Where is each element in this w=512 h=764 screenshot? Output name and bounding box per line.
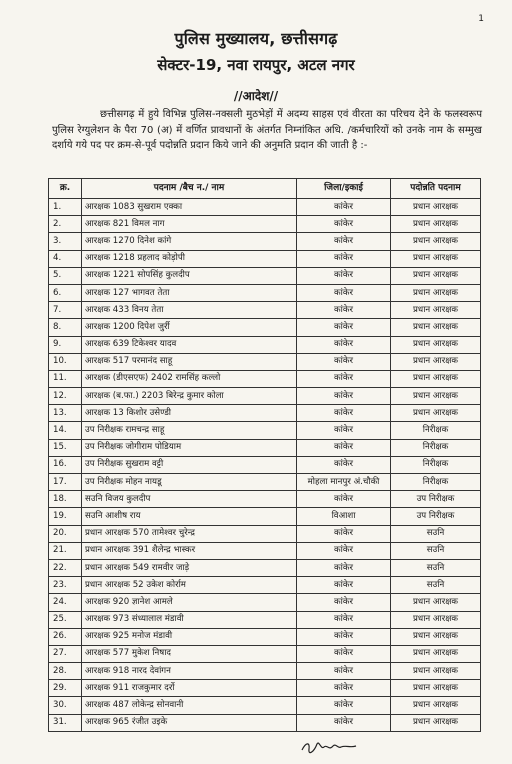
row-district: कांकेर xyxy=(297,439,391,456)
row-serial: 3. xyxy=(49,233,82,250)
row-district: कांकेर xyxy=(297,680,391,697)
row-serial: 30. xyxy=(49,697,82,714)
row-name: आरक्षक (ब.फा.) 2203 बिरेन्द्र कुमार कोला xyxy=(82,388,297,405)
table-row xyxy=(49,697,481,714)
row-promoted-rank: प्रधान आरक्षक xyxy=(391,233,481,250)
row-promoted-rank: प्रधान आरक्षक xyxy=(391,370,481,387)
row-district: कांकेर xyxy=(297,388,391,405)
table-row xyxy=(49,250,481,267)
row-district: कांकेर xyxy=(297,405,391,422)
table-row xyxy=(49,577,481,594)
row-name: उप निरीक्षक मोहन नायडू xyxy=(82,474,297,491)
row-name: आरक्षक 13 किशोर उसेण्डी xyxy=(82,405,297,422)
col-header-district: जिला/इकाई xyxy=(297,179,391,199)
table-row xyxy=(49,216,481,233)
row-name: आरक्षक 1218 प्रहलाद कोड़ोपी xyxy=(82,250,297,267)
row-district: कांकेर xyxy=(297,714,391,731)
row-name: आरक्षक 577 मुकेश निषाद xyxy=(82,645,297,662)
row-name: आरक्षक 639 टिकेश्वर यादव xyxy=(82,336,297,353)
row-district: कांकेर xyxy=(297,645,391,662)
table-row xyxy=(49,611,481,628)
row-district: कांकेर xyxy=(297,628,391,645)
row-serial: 28. xyxy=(49,663,82,680)
row-district: कांकेर xyxy=(297,233,391,250)
row-serial: 29. xyxy=(49,680,82,697)
table-row xyxy=(49,405,481,422)
row-serial: 5. xyxy=(49,267,82,284)
table-row xyxy=(49,353,481,370)
row-name: आरक्षक 517 परमानंद साहू xyxy=(82,353,297,370)
row-promoted-rank: सउनि xyxy=(391,542,481,559)
row-name: आरक्षक 920 ज्ञानेश आमले xyxy=(82,594,297,611)
row-promoted-rank: प्रधान आरक्षक xyxy=(391,353,481,370)
row-district: कांकेर xyxy=(297,577,391,594)
table-row xyxy=(49,439,481,456)
promotion-table xyxy=(48,178,481,732)
table-row xyxy=(49,474,481,491)
row-serial: 16. xyxy=(49,456,82,473)
table-row xyxy=(49,302,481,319)
row-promoted-rank: प्रधान आरक्षक xyxy=(391,628,481,645)
order-title: //आदेश// xyxy=(233,89,279,103)
table-row xyxy=(49,199,481,216)
office-name: पुलिस मुख्यालय, छत्तीसगढ़ xyxy=(174,29,338,48)
row-promoted-rank: प्रधान आरक्षक xyxy=(391,319,481,336)
row-serial: 22. xyxy=(49,559,82,576)
row-district: कांकेर xyxy=(297,267,391,284)
row-district: कांकेर xyxy=(297,697,391,714)
row-name: आरक्षक 821 विमल नाग xyxy=(82,216,297,233)
table-row xyxy=(49,525,481,542)
table-row xyxy=(49,233,481,250)
row-name: प्रधान आरक्षक 570 तामेश्वर चुरेन्द्र xyxy=(82,525,297,542)
row-name: आरक्षक 1270 दिनेश कांगे xyxy=(82,233,297,250)
row-district: कांकेर xyxy=(297,542,391,559)
row-serial: 18. xyxy=(49,491,82,508)
row-promoted-rank: प्रधान आरक्षक xyxy=(391,336,481,353)
row-name: आरक्षक 925 मनोज मंडावी xyxy=(82,628,297,645)
row-serial: 21. xyxy=(49,542,82,559)
row-district: कांकेर xyxy=(297,284,391,301)
row-name: आरक्षक 1083 सुखराम एक्का xyxy=(82,199,297,216)
row-district: कांकेर xyxy=(297,302,391,319)
row-promoted-rank: प्रधान आरक्षक xyxy=(391,267,481,284)
row-district: कांकेर xyxy=(297,370,391,387)
row-name: आरक्षक 918 नारद देवांगन xyxy=(82,663,297,680)
row-promoted-rank: निरीक्षक xyxy=(391,439,481,456)
table-row xyxy=(49,594,481,611)
row-name: उप निरीक्षक सुखराम वट्टी xyxy=(82,456,297,473)
table-row xyxy=(49,508,481,525)
row-promoted-rank: प्रधान आरक्षक xyxy=(391,680,481,697)
row-serial: 9. xyxy=(49,336,82,353)
row-district: कांकेर xyxy=(297,250,391,267)
row-serial: 24. xyxy=(49,594,82,611)
row-name: प्रधान आरक्षक 52 उकेश कोर्राम xyxy=(82,577,297,594)
table-row xyxy=(49,319,481,336)
table-row xyxy=(49,714,481,731)
row-serial: 7. xyxy=(49,302,82,319)
row-name: आरक्षक 1200 दिपेश जुर्री xyxy=(82,319,297,336)
row-promoted-rank: उप निरीक्षक xyxy=(391,491,481,508)
row-serial: 11. xyxy=(49,370,82,387)
row-promoted-rank: प्रधान आरक्षक xyxy=(391,250,481,267)
row-name: प्रधान आरक्षक 549 रामवीर जाड़े xyxy=(82,559,297,576)
row-promoted-rank: प्रधान आरक्षक xyxy=(391,714,481,731)
row-promoted-rank: प्रधान आरक्षक xyxy=(391,216,481,233)
table-row xyxy=(49,491,481,508)
row-district: कांकेर xyxy=(297,456,391,473)
row-name: आरक्षक 1221 सोपसिंह कुलदीप xyxy=(82,267,297,284)
col-header-name: पदनाम /बैच न./ नाम xyxy=(82,179,297,199)
row-name: आरक्षक (डीएसएफ) 2402 रामसिंह कल्लो xyxy=(82,370,297,387)
row-name: आरक्षक 127 भागवत तेता xyxy=(82,284,297,301)
row-promoted-rank: प्रधान आरक्षक xyxy=(391,594,481,611)
col-header-serial: क्र. xyxy=(49,179,82,199)
table-row xyxy=(49,388,481,405)
row-serial: 4. xyxy=(49,250,82,267)
table-row xyxy=(49,336,481,353)
row-promoted-rank: प्रधान आरक्षक xyxy=(391,645,481,662)
row-district: विआशा xyxy=(297,508,391,525)
order-body-text: छत्तीसगढ़ में हुये विभिन्न पुलिस-नक्सली मुठभेड़ों में अदम्य साहस एवं वीरता का परिचय देने के फलस्वरूप पुलिस रेग्युलेशन के पैरा 70 (अ) में वर्णित प्रावधानों के अंतर्गत निम्नांकित अधि. /कर्मचारियों को उनके नाम के सम्मुख दर्शाये गये पद पर क्रम-से-पूर्व पदोन्नति प्रदान किये जाने की अनुमति प्रदान की जाती है :- xyxy=(52,109,482,151)
table-row xyxy=(49,559,481,576)
row-name: आरक्षक 487 लोकेन्द्र सोनवानी xyxy=(82,697,297,714)
row-promoted-rank: प्रधान आरक्षक xyxy=(391,611,481,628)
row-district: कांकेर xyxy=(297,663,391,680)
table-row xyxy=(49,628,481,645)
row-name: आरक्षक 973 संध्यालाल मंडावी xyxy=(82,611,297,628)
row-serial: 17. xyxy=(49,474,82,491)
table-row xyxy=(49,284,481,301)
row-promoted-rank: प्रधान आरक्षक xyxy=(391,697,481,714)
row-name: उप निरीक्षक जोगीराम पोडियाम xyxy=(82,439,297,456)
row-serial: 2. xyxy=(49,216,82,233)
row-district: कांकेर xyxy=(297,525,391,542)
row-name: आरक्षक 433 विनय तेता xyxy=(82,302,297,319)
page-number: 1 xyxy=(478,14,484,24)
row-district: कांकेर xyxy=(297,491,391,508)
row-promoted-rank: सउनि xyxy=(391,577,481,594)
row-serial: 6. xyxy=(49,284,82,301)
row-serial: 1. xyxy=(49,199,82,216)
row-name: उप निरीक्षक रामचन्द्र साहू xyxy=(82,422,297,439)
row-serial: 27. xyxy=(49,645,82,662)
row-serial: 31. xyxy=(49,714,82,731)
row-district: मोहला मानपुर अं.चौकी xyxy=(297,474,391,491)
table-row xyxy=(49,542,481,559)
row-promoted-rank: सउनि xyxy=(391,525,481,542)
row-promoted-rank: प्रधान आरक्षक xyxy=(391,388,481,405)
row-promoted-rank: सउनि xyxy=(391,559,481,576)
row-name: प्रधान आरक्षक 391 शैलेन्द्र भास्कर xyxy=(82,542,297,559)
row-district: कांकेर xyxy=(297,559,391,576)
row-district: कांकेर xyxy=(297,353,391,370)
row-serial: 19. xyxy=(49,508,82,525)
row-serial: 13. xyxy=(49,405,82,422)
row-serial: 15. xyxy=(49,439,82,456)
table-row xyxy=(49,680,481,697)
table-row xyxy=(49,422,481,439)
table-row xyxy=(49,456,481,473)
row-name: आरक्षक 911 राजकुमार दर्रो xyxy=(82,680,297,697)
row-promoted-rank: उप निरीक्षक xyxy=(391,508,481,525)
row-district: कांकेर xyxy=(297,611,391,628)
table-row xyxy=(49,370,481,387)
office-address: सेक्टर-19, नवा रायपुर, अटल नगर xyxy=(157,56,355,74)
row-serial: 20. xyxy=(49,525,82,542)
row-serial: 23. xyxy=(49,577,82,594)
row-serial: 12. xyxy=(49,388,82,405)
row-district: कांकेर xyxy=(297,319,391,336)
col-header-promoted-rank: पदोन्नति पदनाम xyxy=(391,179,481,199)
row-promoted-rank: प्रधान आरक्षक xyxy=(391,302,481,319)
row-name: सउनि विजय कुलदीप xyxy=(82,491,297,508)
row-district: कांकेर xyxy=(297,336,391,353)
row-district: कांकेर xyxy=(297,422,391,439)
row-promoted-rank: निरीक्षक xyxy=(391,422,481,439)
row-serial: 26. xyxy=(49,628,82,645)
row-serial: 10. xyxy=(49,353,82,370)
table-row xyxy=(49,267,481,284)
row-promoted-rank: प्रधान आरक्षक xyxy=(391,405,481,422)
row-serial: 25. xyxy=(49,611,82,628)
row-promoted-rank: प्रधान आरक्षक xyxy=(391,199,481,216)
table-header-row xyxy=(49,179,481,199)
row-district: कांकेर xyxy=(297,216,391,233)
row-name: सउनि आशीष राय xyxy=(82,508,297,525)
handwritten-signature-icon xyxy=(300,738,360,756)
table-row xyxy=(49,663,481,680)
row-promoted-rank: निरीक्षक xyxy=(391,456,481,473)
row-promoted-rank: प्रधान आरक्षक xyxy=(391,284,481,301)
row-promoted-rank: प्रधान आरक्षक xyxy=(391,663,481,680)
row-name: आरक्षक 965 रंजीत उइके xyxy=(82,714,297,731)
row-serial: 8. xyxy=(49,319,82,336)
row-district: कांकेर xyxy=(297,199,391,216)
row-district: कांकेर xyxy=(297,594,391,611)
table-row xyxy=(49,645,481,662)
row-promoted-rank: निरीक्षक xyxy=(391,474,481,491)
row-serial: 14. xyxy=(49,422,82,439)
